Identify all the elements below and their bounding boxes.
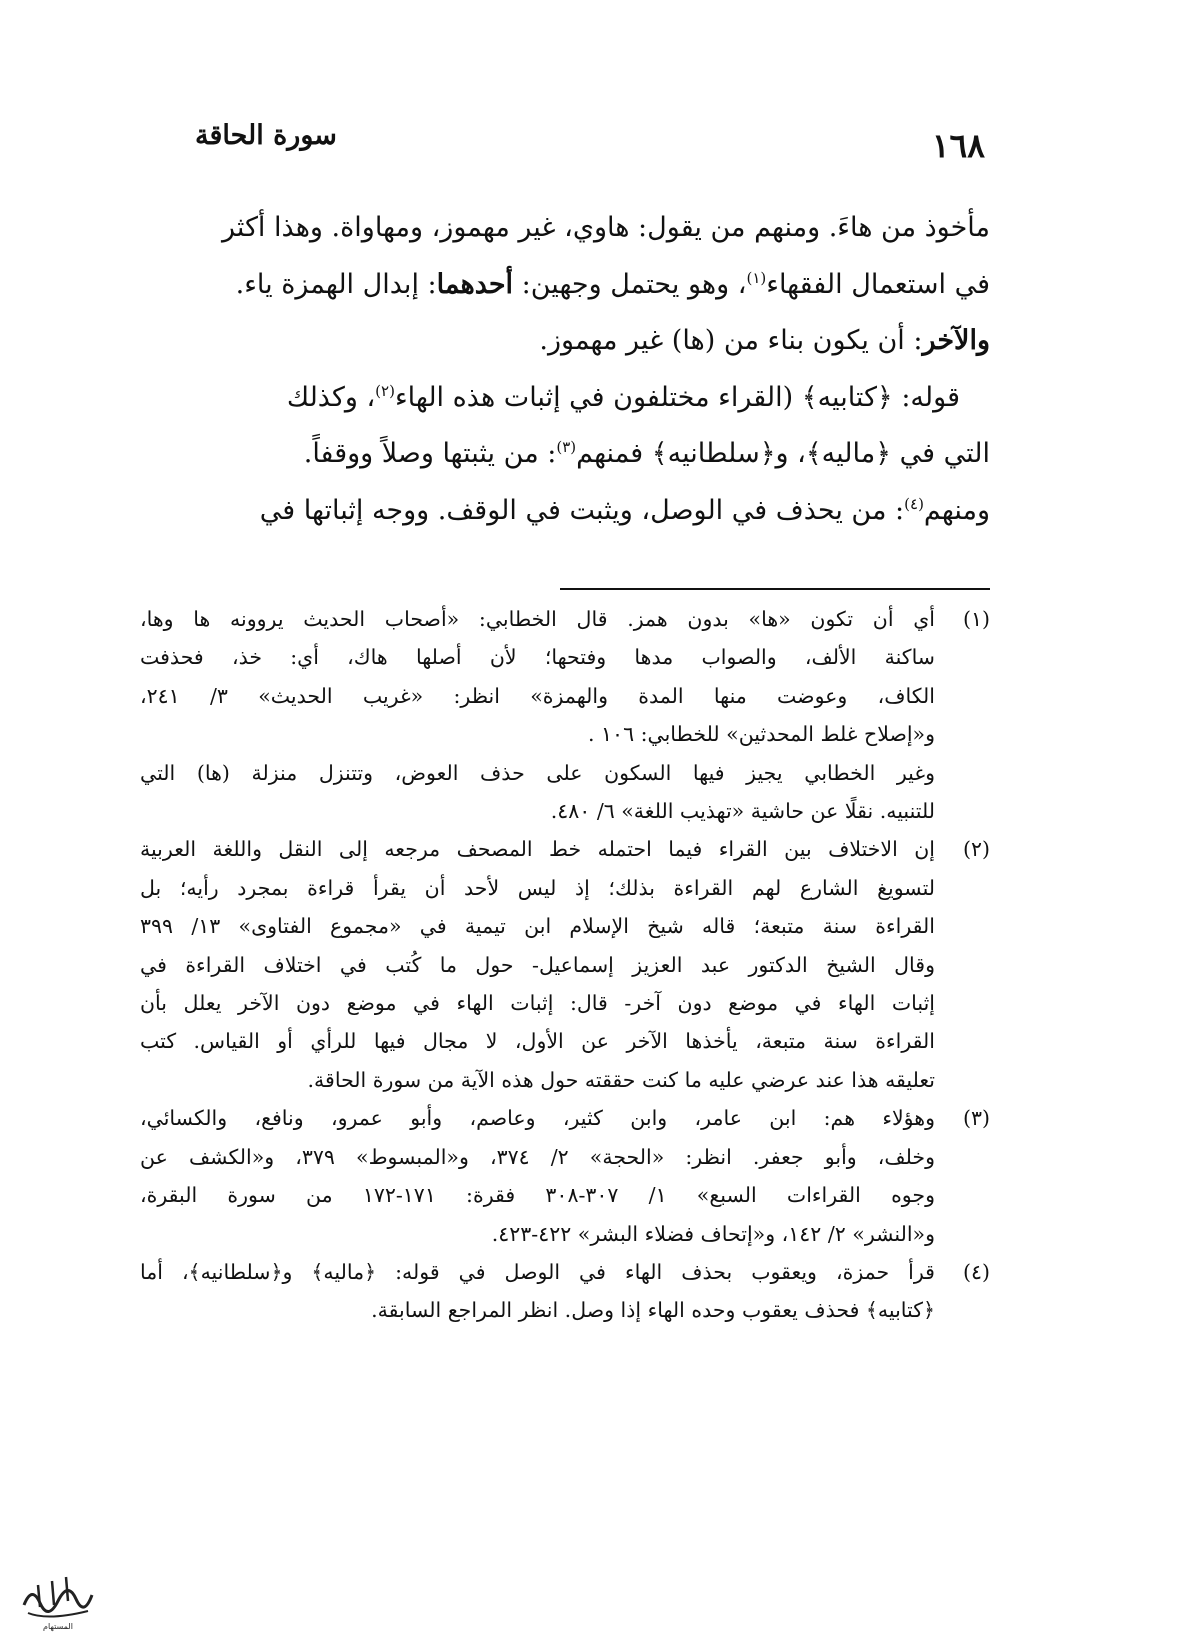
body-line-3: والآخر: أن يكون بناء من (ها) غير مهموز. [539,325,990,356]
main-text [140,200,990,539]
body-line-5: التي في ﴿ماليه﴾، و﴿سلطانيه﴾ فمنهم$^{(٣)}$: من يثبتها وصلاً ووقفاً. [303,438,990,469]
footnote-line: إثبات الهاء في موضع دون آخر- قال: إثبات الهاء في موضع دون الآخر يعلل بأن [140,991,935,1016]
footnote-line: القراءة سنة متبعة، يأخذها الآخر عن الأول، لا مجال فيها للرأي أو القياس. كتب [140,1029,935,1054]
footnote-line: و«النشر» ٢/ ١٤٢، و«إتحاف فضلاء البشر» ٤٢٢-٤٢٣. [491,1221,935,1246]
body-line-6: ومنهم$^{(٤)}$: من يحذف في الوصل، ويثبت في الوقف. ووجه إثباتها في [259,494,990,526]
footnote-4 [140,1253,990,1330]
body-line-2: في استعمال الفقهاء$^{(١)}$، وهو يحتمل وجهين: أحدهما: إبدال الهمزة ياء. [235,268,990,300]
page-number: ١٦٨ [931,126,985,165]
footnote-line: وقال الشيخ الدكتور عبد العزيز إسماعيل- حول ما كُتب في اختلاف القراءة في [140,952,935,977]
footnote-line: ساكنة الألف، والصواب مدها وفتحها؛ لأن أصلها هاك، أي: خذ، فحذفت [140,645,935,670]
footnote-2 [140,830,990,1099]
footnote-number: (٤) [962,1259,990,1284]
footnote-3 [140,1099,990,1253]
footnote-ref-4[interactable]: (٤) [904,494,924,513]
footnote-line: وخلف، وأبو جعفر. انظر: «الحجة» ٢/ ٣٧٤، و«المبسوط» ٣٧٩، و«الكشف عن [140,1144,935,1169]
footnote-ref-3[interactable]: (٣) [556,438,577,456]
running-header [195,112,985,172]
footnote-number: (٢) [962,837,990,862]
footnote-line: تعليقه هذا عند عرضي عليه ما كنت حققته حول هذه الآية من سورة الحاقة. [307,1067,935,1092]
footnote-1 [140,600,990,830]
calligraphy-logo-icon [18,1555,98,1635]
logo-caption: المستهام [43,1622,73,1631]
footnotes [140,600,990,1330]
footnote-ref-1[interactable]: (١) [746,268,767,287]
body-line-4: قوله: ﴿كتابيه﴾ (القراء مختلفون في إثبات هذه الهاء$^{(٢)}$، وكذلك [286,381,960,413]
footnote-line: ﴿كتابيه﴾ فحذف يعقوب وحده الهاء إذا وصل. انظر المراجع السابقة. [371,1298,935,1323]
footnote-line: الكاف، وعوضت منها المدة والهمزة» انظر: «غريب الحديث» ٣/ ٢٤١، [140,683,935,708]
footnote-number: (١) [962,607,990,631]
footnote-line: قرأ حمزة، ويعقوب بحذف الهاء في الوصل في قوله: ﴿ماليه﴾ و﴿سلطانيه﴾، أما [140,1259,935,1284]
footnote-line: للتنبيه. نقلًا عن حاشية «تهذيب اللغة» ٦/ ٤٨٠. [550,799,935,824]
footnote-line: لتسويغ الشارع لهم القراءة بذلك؛ إذ ليس لأحد أن يقرأ قراءة بمجرد رأيه؛ بل [140,875,935,900]
footnote-line: وجوه القراءات السبع» ١/ ٣٠٧-٣٠٨ فقرة: ١٧١-١٧٢ من سورة البقرة، [140,1183,935,1208]
footnote-ref-2[interactable]: (٢) [375,381,395,400]
footnote-line: إن الاختلاف بين القراء فيما احتمله خط المصحف مرجعه إلى النقل واللغة العربية [140,837,935,862]
body-line-1: مأخوذ من هاءَ. ومنهم من يقول: هاوي، غير مهموز، ومهاواة. وهذا أكثر [222,212,990,243]
footnote-line: وهؤلاء هم: ابن عامر، وابن كثير، وعاصم، وأبو عمرو، ونافع، والكسائي، [140,1106,935,1131]
footnote-number: (٣) [962,1106,990,1131]
footnote-line: القراءة سنة متبعة؛ قاله شيخ الإسلام ابن تيمية في «مجموع الفتاوى» ١٣/ ٣٩٩ [140,914,935,939]
footnote-line: و«إصلاح غلط المحدثين» للخطابي: ١٠٦ . [588,722,935,747]
footnote-separator [560,588,990,590]
footnote-line: وغير الخطابي يجيز فيها السكون على حذف العوض، وتتنزل منزلة (ها) التي [140,760,935,785]
footnote-line: أي أن تكون «ها» بدون همز. قال الخطابي: «أصحاب الحديث يروونه ها وها، [140,607,935,631]
surah-title: سورة الحاقة [195,120,337,151]
